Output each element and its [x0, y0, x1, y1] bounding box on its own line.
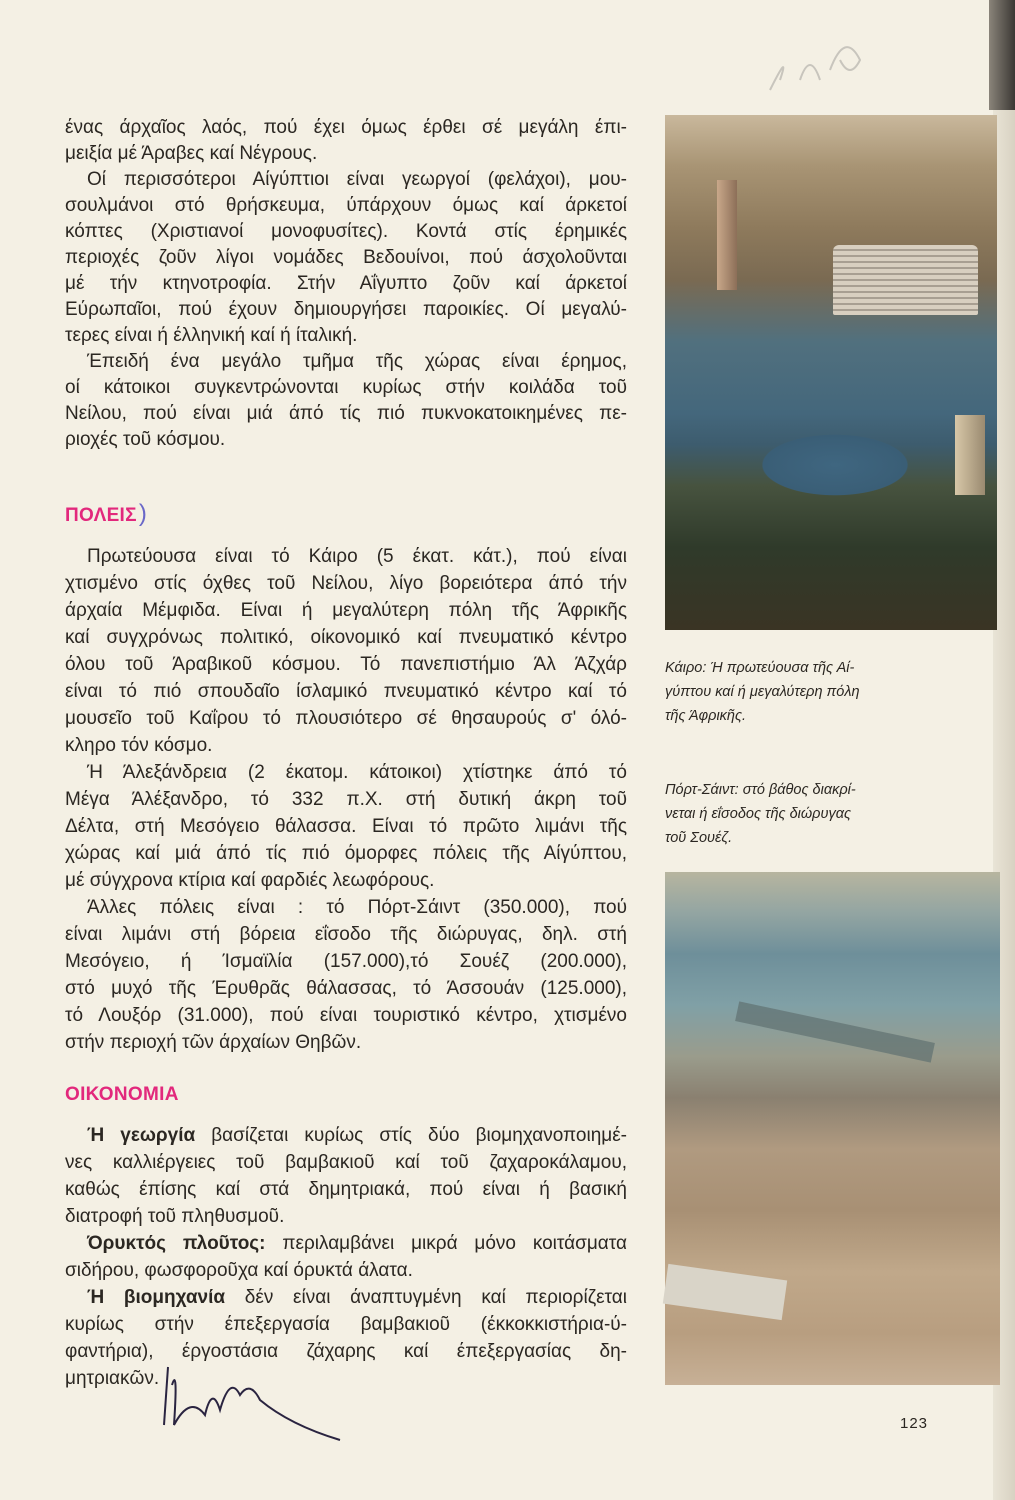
line-text: σουλμάνοι στό θρήσκευμα, ύπάρχουν όμως καί άρκετοί [65, 195, 627, 216]
text-line [65, 245, 627, 271]
text-line [65, 427, 627, 453]
text-line [65, 894, 627, 921]
text-line [65, 705, 627, 732]
section-heading-oikonomia: ΟΙΚΟΝΟΜΙΑ [65, 1084, 179, 1105]
text-line [65, 1230, 627, 1257]
text-line [65, 323, 627, 349]
line-text: τό Λουξόρ (31.000), πού είναι τουριστικό κέντρο, χτισμένο [65, 1005, 627, 1026]
pencil-marks [760, 20, 880, 110]
handwritten-signature [150, 1355, 350, 1445]
bold-term: Ή γεωργία [87, 1125, 196, 1146]
caption-line: Πόρτ-Σάιντ: στό βάθος διακρί- [665, 782, 856, 798]
line-text: καθώς έπίσης καί στά δημητριακά, πού είναι ή βασική [65, 1179, 627, 1200]
line-text: στήν περιοχή τῶν άρχαίων Θηβῶν. [65, 1032, 362, 1053]
text-line [65, 1029, 627, 1056]
heading-mark: ) [138, 500, 148, 527]
text-line [65, 678, 627, 705]
text-line [65, 115, 627, 141]
text-line [65, 375, 627, 401]
line-text: Ή Άλεξάνδρεια (2 έκατομ. κάτοικοι) χτίστηκε άπό τό [87, 762, 627, 783]
line-text: Δέλτα, στή Μεσόγειο θάλασσα. Είναι τό πρῶτο λιμάνι τῆς [65, 816, 627, 837]
text-line [65, 732, 627, 759]
line-text: τερες είναι ή έλληνική καί ή ίταλική. [65, 325, 358, 346]
line-text: Άλλες πόλεις είναι : τό Πόρτ-Σάιντ (350.000), πού [87, 897, 627, 918]
line-text: διατροφή τοῦ πληθυσμοῦ. [65, 1206, 285, 1227]
line-text: κυρίως στήν έπεξεργασία βαμβακιοῦ (έκκοκκιστήρια-ύ- [65, 1314, 627, 1335]
line-text: Πρωτεύουσα είναι τό Κάιρο (5 έκατ. κάτ.), πού είναι [87, 546, 627, 567]
line-text: χώρας καί μιά άπό τίς πιό όμορφες πόλεις τῆς Αίγύπτου, [65, 843, 627, 864]
text-line [65, 543, 627, 570]
text-line [65, 813, 627, 840]
line-text: μειξία μέ Άραβες καί Νέγρους. [65, 143, 318, 164]
text-line [65, 624, 627, 651]
line-text: είναι τό πιό σπουδαῖο ίσλαμικό πνευματικό κέντρο καί τό [65, 681, 627, 702]
cairo-caption [665, 656, 933, 728]
line-text: μέ τήν κτηνοτροφία. Στήν Αΐγυπτο ζοῦν καί άρκετοί [65, 273, 627, 294]
line-text: Νείλου, πού είναι μιά άπό τίς πιό πυκνοκατοικημένες πε- [65, 403, 627, 424]
text-line [65, 1002, 627, 1029]
text-line [65, 570, 627, 597]
line-text: άρχαία Μέμφιδα. Είναι ή μεγαλύτερη πόλη τῆς Άφρικῆς [65, 600, 627, 621]
line-text: ριοχές τοῦ κόσμου. [65, 429, 226, 450]
line-text: δέν είναι άναπτυγμένη καί περιορίζεται [225, 1287, 627, 1308]
line-text: περιοχές ζοῦν λίγοι νομάδες Βεδουίνοι, πού άσχολοῦνται [65, 247, 627, 268]
line-text: Εύρωπαῖοι, πού έχουν δημιουργήσει παροικίες. Οί μεγαλύ- [65, 299, 627, 320]
line-text: Έπειδή ένα μεγάλο τμῆμα τῆς χώρας είναι έρημος, [87, 351, 627, 372]
text-line [65, 271, 627, 297]
line-text: είναι λιμάνι στή βόρεια εΐσοδο τῆς διώρυγας, δηλ. στή [65, 924, 627, 945]
economy-text-block [65, 1122, 627, 1392]
text-line [65, 840, 627, 867]
line-text: φαντήρια), έργοστάσια ζάχαρης καί έπεξεργασίας δη- [65, 1341, 627, 1362]
line-text: Μεσόγειο, ή Ίσμαϊλία (157.000),τό Σουέζ (200.000), [65, 951, 627, 972]
text-line [65, 786, 627, 813]
line-text: χτισμένο στίς όχθες τοῦ Νείλου, λίγο βορειότερα άπό τήν [65, 573, 627, 594]
line-text: κόπτες (Χριστιανοί μονοφυσίτες). Κοντά στίς έρημικές [65, 221, 627, 242]
bold-term: Ή βιομηχανία [87, 1287, 226, 1308]
caption-line: Κάιρο: Ή πρωτεύουσα τῆς Αί- [665, 660, 855, 676]
caption-line: τοῦ Σουέζ. [665, 830, 733, 846]
text-line [65, 921, 627, 948]
text-line [65, 759, 627, 786]
bold-term: Όρυκτός πλοῦτος: [87, 1233, 266, 1254]
text-line [65, 1311, 627, 1338]
text-line [65, 167, 627, 193]
text-line [65, 651, 627, 678]
line-text: μητριακῶν. [65, 1368, 160, 1389]
text-line [65, 193, 627, 219]
line-text: καί συγχρόνως πολιτικό, οίκονομικό καί πνευματικό κέντρο [65, 627, 627, 648]
line-text: κληρο τόν κόσμο. [65, 735, 213, 756]
text-line [65, 1203, 627, 1230]
section-heading-poleis [65, 500, 147, 528]
caption-line: νεται ή εΐσοδος τῆς διώρυγας [665, 806, 852, 822]
line-text: όλου τοῦ Άραβικοῦ κόσμου. Τό πανεπιστήμιο Άλ Άζχάρ [65, 654, 627, 675]
line-text: Μέγα Άλέξανδρο, τό 332 π.Χ. στή δυτική άκρη τοῦ [65, 789, 627, 810]
text-line [65, 401, 627, 427]
heading-text: ΠΟΛΕΙΣ [65, 505, 137, 526]
text-line [65, 349, 627, 375]
port-said-caption [665, 778, 933, 850]
text-line [65, 867, 627, 894]
line-text: σιδήρου, φωσφοροῦχα καί όρυκτά άλατα. [65, 1260, 413, 1281]
port-said-photo [665, 872, 1000, 1385]
text-line [65, 975, 627, 1002]
text-line [65, 1176, 627, 1203]
text-line [65, 297, 627, 323]
text-line [65, 948, 627, 975]
caption-line: γύπτου καί ή μεγαλύτερη πόλη [665, 684, 860, 700]
text-line [65, 1149, 627, 1176]
line-text: μουσεῖο τοῦ Καΐρου τό πλουσιότερο σέ θησαυρούς σ' όλό- [65, 708, 627, 729]
text-line [65, 141, 627, 167]
line-text: μέ σύγχρονα κτίρια καί φαρδιές λεωφόρους. [65, 870, 435, 891]
text-line [65, 219, 627, 245]
text-line [65, 1257, 627, 1284]
text-line [65, 1122, 627, 1149]
intro-text-block [65, 115, 627, 453]
text-line [65, 597, 627, 624]
line-text: βασίζεται κυρίως στίς δύο βιομηχανοποιημέ- [195, 1125, 628, 1146]
line-text: νες καλλιέργειες τοῦ βαμβακιοῦ καί τοῦ ζαχαροκάλαμου, [65, 1152, 627, 1173]
cairo-photo [665, 115, 997, 630]
cities-text-block [65, 543, 627, 1056]
line-text: ένας άρχαῖος λαός, πού έχει όμως έρθει σέ μεγάλη έπι- [65, 117, 627, 138]
page-edge-shadow [989, 0, 1015, 110]
line-text: Οί περισσότεροι Αίγύπτιοι είναι γεωργοί (φελάχοι), μου- [87, 169, 627, 190]
line-text: στό μυχό τῆς Έρυθρᾶς θάλασσας, τό Άσσουάν (125.000), [65, 978, 627, 999]
line-text: περιλαμβάνει μικρά μόνο κοιτάσματα [265, 1233, 627, 1254]
page-number: 123 [900, 1415, 929, 1432]
line-text: οί κάτοικοι συγκεντρώνονται κυρίως στήν κοιλάδα τοῦ [65, 377, 627, 398]
text-line [65, 1284, 627, 1311]
caption-line: τῆς Άφρικῆς. [665, 708, 747, 724]
